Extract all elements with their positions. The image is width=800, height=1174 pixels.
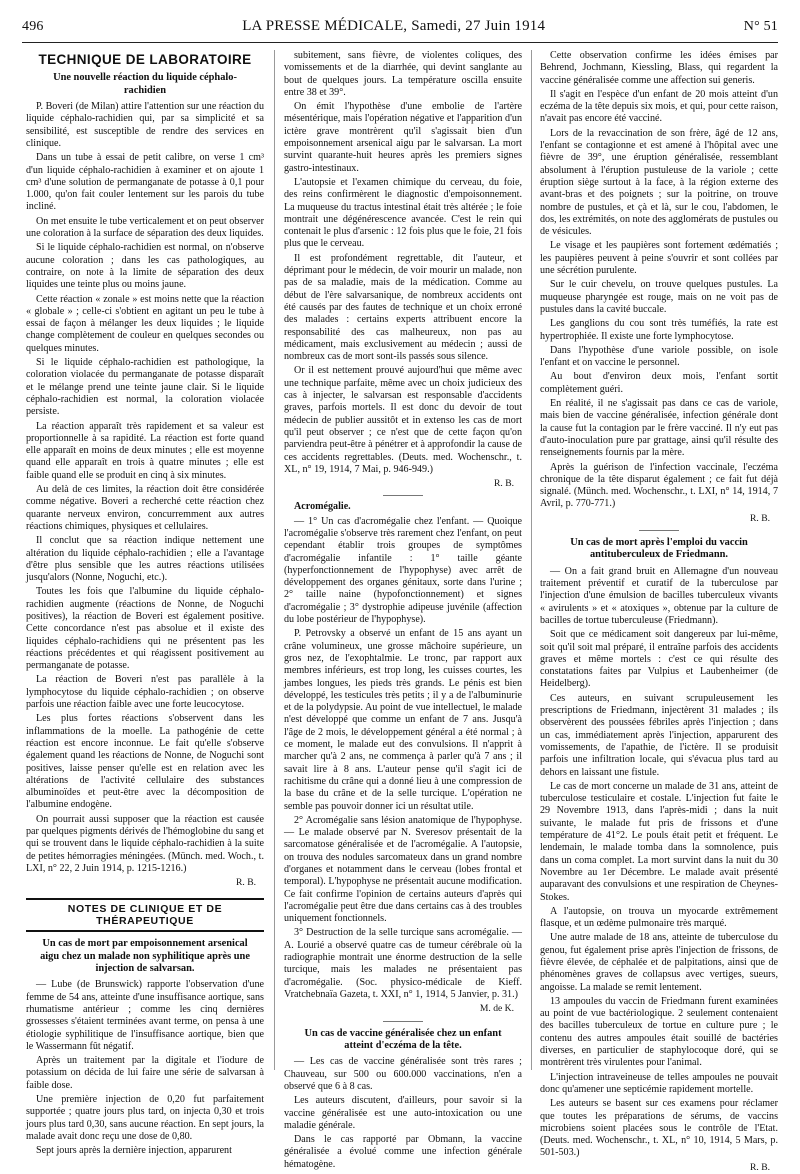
paragraph: subitement, sans fièvre, de violentes coliques, des vomissements et de la diarrhée, qui devint sanglante au bout de quelques jours. La température oscilla ensuite entre 38 et 39°. [284,50,522,98]
paragraph: Après un traitement par la digitale et l'iodure de potassium on décida de lui faire une série de salvarsan à faible dose. [26,1055,264,1091]
paragraph: La réaction de Boveri n'est pas parallèle à la lymphocytose du liquide céphalo-rachidien ; on observe parfois une réaction faible avec une forte leucocytose. [26,674,264,711]
article-body-friedmann [540,566,778,1160]
paragraph: Ces auteurs, en suivant scrupuleusement les prescriptions de Friedmann, injectèrent 31 malades ; ils observèrent des poussées fébriles après l'injection ; dans un cas, immédiatement après l'injection, apparurent des vomissements, de l'apathie, de l'ictère. Il se produisit parfois une infiltration locale, qui s'évacua plus tard au dehors en laissant une fistule. [540,692,778,778]
paragraph: Au bout d'environ deux mois, l'enfant sortit complètement guéri. [540,371,778,395]
article-title-salvarsan: Un cas de mort par empoisonnement arsenical aigu chez un malade non syphilitique après une injection de salvarsan. [40,938,250,974]
paragraph: Si le liquide céphalo-rachidien est normal, on n'observe aucune coloration ; dans les cas pathologiques, au contraire, on note à la limite de séparation des deux liquides une teinte plus ou moins jaune. [26,242,264,291]
article-body-salvarsan [26,979,264,1157]
section-title-clinique: NOTES DE CLINIQUE ET DE THÉRAPEUTIQUE [26,898,264,933]
article-title-reaction: Une nouvelle réaction du liquide céphalo-rachidien [53,72,237,96]
article-signature: R. B. [236,877,256,889]
paragraph: Sur le cuir chevelu, on trouve quelques pustules. La muqueuse pharyngée est rouge, mais on ne voit pas de pustules dans la cavité buccale. [540,279,778,315]
paragraph: P. Petrovsky a observé un enfant de 15 ans ayant un crâne volumineux, une grosse mâchoire supérieure, un gros nez, de l'exophtalmie. Le tronc, par rapport aux membres inférieurs, est trop long, les cuisses courtes, les jambes longues, les pieds très grands. Le pénis est bien développé, les testicules très petits ; il y a de l'albuminurie et de la polydypsie. Au point de vue intellectuel, le malade n'est développé que comme un enfant de 7 ans. Jusqu'à l'âge de 2 mois, le développement général a été normal ; à ce moment, le malade eut des convulsions. Il n'apprit à marcher qu'à 2 ans, ne commença à parler qu'à 7 ans ; il savait lire à 8 ans. L'auteur pense qu'il s'agit ici de rachitisme du crâne qui a donné lieu à une compression de la base du crâne et de la selle turcique. L'opération ne semble pas pouvoir donner ici un résultat utile. [284,628,522,812]
article-separator [383,495,423,496]
page-header [22,18,778,40]
paragraph: On émit l'hypothèse d'une embolie de l'artère mésentérique, mais l'opération négative et l'apparition d'un ictère grave montrèrent qu'il s'agissait bien d'un empoisonnement arsenical aigu par le salvarsan. La mort survint quarante-huit heures après les premiers signes gastro-intestinaux. [284,101,522,174]
article-lead-acromegalie: Acromégalie. [294,501,351,513]
paragraph: 2° Acromégalie sans lésion anatomique de l'hypophyse. — Le malade observé par N. Sveresov présentait de la sarcomatose généralisée et de l'acromégalie. A l'autopsie, on trouva des nodules sarcomateux dans un grand nombre d'organes et notamment dans le cerveau (lobes frontal et temporal). L'hypophyse ne présentait aucune modification. Ce fait confirme l'opinion de certains auteurs d'après qui l'acromégalie peut être due dans certains cas à des troubles uniquement fonctionnels. [284,814,522,925]
paragraph: Lors de la revaccination de son frère, âgé de 12 ans, l'enfant se contagionne et est amené à l'hôpital avec une fièvre de 39°, une éruption généralisée, ressemblant absolument à l'éruption pustuleuse de la variole ; cette éruption siège surtout à la face, à la région externe des avant-bras et des poignets ; sur la poitrine, on trouve nombre de pustules, et çà et là, sur le cou, l'abdomen, le dos, les extrémités, on note des agglomérats de pustules ou de vésicules. [540,127,778,238]
column-divider-2 [531,50,532,1070]
article-signature: M. de K. [479,1003,514,1015]
article-signature: R. B. [750,1161,770,1173]
column-3 [540,50,778,1173]
article-body-vaccine [284,1056,522,1171]
paragraph: L'autopsie et l'examen chimique du cerveau, du foie, des reins confirmèrent le diagnostic d'empoisonnement. La muqueuse du tractus intestinal était très altérée ; le foie montrait une dégénérescence avancée. C'est le rein qui contenait le plus d'arsenic : 12 fois plus que le foie, 21 fois plus que le cerveau. [284,176,522,250]
paragraph: Les ganglions du cou sont très tuméfiés, la rate est hypertrophiée. Il existe une forte lymphocytose. [540,318,778,342]
paragraph: Le cas de mort concerne un malade de 31 ans, atteint de tuberculose testiculaire et costale. L'injection fut faite le 29 Novembre 1913, dans l'après-midi ; dans la nuit suivante, le malade fut pris de frissons et d'une température de 41°2. Le pouls était petit et fréquent. Le lendemain, le malade tomba dans la somnolence, puis dans un coma complet. La mort survint dans la nuit du 30 Novembre au 1er Décembre. Le malade avait présenté auparavant des convulsions et une respiration de Cheynes-Stokes. [540,780,778,903]
paragraph: Cette réaction « zonale » est moins nette que la réaction « globale » ; celle-ci s'obtient en agitant un peu le tube à essai de façon à mélanger les deux liquides ; le liquide change complètement de couleur en quelques secondes ou quelques minutes. [26,293,264,354]
paragraph: Il est profondément regrettable, dit l'auteur, et déprimant pour le médecin, de voir mourir un malade, non pas de sa maladie, mais de la médication. Comme au début de l'ère salvarsanique, de nombreux accidents ont été causés par des fautes de technique et un choix erroné des malades : certains experts attribuent encore la responsabilité des cas malheureux, non pas au médicament, mais exclusivement au médecin ; aussi de nombreux cas de mort sont-ils passés sous silence. [284,252,522,363]
paragraph: Les plus fortes réactions s'observent dans les inflammations de la moelle. La pathogénie de cette réaction est encore inconnue. Le fait qu'elle s'observe également quand les réactions de Nonne, de Noguchi sont positives, laisse penser qu'elle est en relation avec les altérations de l'activité cellulaire des substances albuminoïdes et peut-être avec la décomposition de l'albumine endogène. [26,713,264,811]
paragraph: Les auteurs discutent, d'ailleurs, pour savoir si la vaccine généralisée est une auto-intoxication ou une maladie générale. [284,1095,522,1131]
paragraph: Les auteurs se basent sur ces examens pour réclamer que toutes les préparations de sérums, de vaccins microbiens soient placées sous le contrôle de l'Etat. (Deuts. med. Wochenschr., t. XL, n° 10, 1914, 5 Mars, p. 501-503.) [540,1098,778,1159]
article-body-reaction [26,101,264,875]
paragraph: Une autre malade de 18 ans, atteinte de tuberculose du genou, fut également prise après l'injection de frissons, de fièvre élevée, de céphalée et de palpitations, ainsi que de phénomènes graves de collapsus avec vertiges, sueurs, angoisse. La malade se remit lentement. [540,932,778,993]
issue-number: N° 51 [743,19,778,34]
paragraph: — Les cas de vaccine généralisée sont très rares ; Chauveau, sur 500 ou 600.000 vaccinations, n'en a observé que 6 à 8 cas. [284,1056,522,1092]
header-rule [22,42,778,43]
paragraph: P. Boveri (de Milan) attire l'attention sur une réaction du liquide céphalo-rachidien qui, par sa simplicité et sa sensibilité, est susceptible de rendre des services en clinique. [26,101,264,149]
section-title-laboratoire: TECHNIQUE DE LABORATOIRE [38,52,252,67]
paragraph: 13 ampoules du vaccin de Friedmann furent examinées au point de vue bactériologique. 2 seulement contenaient des bacilles tuberculeux de tortue en culture pure ; le contenu des autres ampoules était souillé de bactéries diverses, en particulier de staphylocoque doré, qui se montrèrent très virulentes pour l'animal. [540,995,778,1069]
article-title-friedmann: Un cas de mort après l'emploi du vaccin antituberculeux de Friedmann. [570,536,748,561]
paragraph: Dans l'hypothèse d'une variole possible, on isole l'enfant et on vaccine le personnel. [540,344,778,369]
article-body-vaccine-cont [540,50,778,511]
column-divider-1 [274,50,275,1070]
article-body-acromegalie [284,516,522,1002]
article-signature: R. B. [750,512,770,524]
page-number: 496 [22,19,44,34]
article-body-salvarsan-cont [284,50,522,476]
paragraph: Il s'agit en l'espèce d'un enfant de 20 mois atteint d'un eczéma de la tête depuis six mois, et qui, pour cette raison, n'avait pas encore été vacciné. [540,88,778,125]
article-title-vaccine: Un cas de vaccine généralisée chez un enfant atteint d'eczéma de la tête. [304,1027,502,1051]
paragraph: Dans un tube à essai de petit calibre, on verse 1 cm³ d'un liquide céphalo-rachidien à examiner et on ajoute 1 cm³ d'une solution de permanganate de potasse à 0,1 pour 1.000, qu'on fait couler lentement sur les parois du tube incliné. [26,152,264,213]
paragraph: Dans le cas rapporté par Obmann, la vaccine généralisée a évolué comme une infection générale hématogène. [284,1134,522,1170]
paragraph: A l'autopsie, on trouva un myocarde extrêmement flasque, et un œdème pulmonaire très marqué. [540,905,778,930]
paragraph: Sept jours après la dernière injection, apparurent [36,1145,232,1157]
article-signature: R. B. [494,478,514,490]
paragraph: Or il est nettement prouvé aujourd'hui que même avec une technique parfaite, même avec un choix judicieux des cas à injecter, le salvarsan est responsable d'accidents graves, parfois mortels. Il est donc du devoir de tout médecin de publier aussitôt et in extenso les cas de mort qu'il peut observer ; ce n'est que de cette façon qu'on parviendra peut-être à pénétrer et à approfondir la cause de ces accidents regrettables. (Deuts. med. Wochenschr., t. XL, n° 19, 1914, 7 Mai, p. 946-949.) [284,365,522,475]
paragraph: Si le liquide céphalo-rachidien est pathologique, la coloration violacée du permanganate de potasse disparaît et le mélange prend une teinte jaune clair. Si le liquide céphalo-rachidien est normal, la coloration violacée persiste. [26,357,264,418]
paragraph: — Lube (de Brunswick) rapporte l'observation d'une femme de 54 ans, atteinte d'une insuffisance aortique, sans rhumatisme antérieur ; comme les cinq dernières grossesses s'étaient terminées avant terme, on pensa à une étiologie syphilitique de l'insuffisance aortique, bien que le Wassermann fût négatif. [26,979,264,1052]
paragraph: 3° Destruction de la selle turcique sans acromégalie. — A. Lourié a observé quatre cas de tumeur cérébrale où la radiographie montrait une énorme destruction de la selle turcique, mais les malades ne présentaient pas d'acromégalie. (Soc. physico-médicale de Kieff. Vratchebnaïa Gazeta, t. XXI, n° 1, 1914, 5 Janvier, p. 31.) [284,927,522,1000]
paragraph: Après la guérison de l'infection vaccinale, l'eczéma chronique de la tête disparut également ; ce fait fut déjà signalé. (Münch. med. Wochenschr., t. LXI, n° 14, 1914, 7 Avril, p. 770-771.) [540,461,778,510]
journal-title: LA PRESSE MÉDICALE, Samedi, 27 Juin 1914 [242,18,546,34]
paragraph: Il conclut que sa réaction indique nettement une altération du liquide céphalo-rachidien ; elle a l'avantage d'être plus sensible que les autres réactions utilisées jusqu'alors (Nonne, Noguchi, etc.). [26,535,264,584]
paragraph: — 1° Un cas d'acromégalie chez l'enfant. — Quoique l'acromégalie s'observe très rarement chez l'enfant, on peut cependant établir trois groupes de symptômes d'acromégalie infantile : 1° taille géante (hyperfonctionnement de l'hypophyse) avec arrêt de développement des organes génitaux, sorte dans l'urine ; 2° taille naine (hypofonctionnement) et signes d'acromégalie ; 3° dystrophie adipeuse juvénile (affection du lobe postérieur de l'hypophyse). [284,515,522,626]
paragraph: Toutes les fois que l'albumine du liquide céphalo-rachidien augmente (réactions de Nonne, de Noguchi positives), la réaction de Boveri est également positive. Cette concordance n'est pas absolue et il existe des liquides céphalo-rachidiens qui ne présentent pas les réactions précédentes et qui réagissent positivement au permanganate de potasse. [26,586,264,672]
paragraph: La réaction apparaît très rapidement et sa valeur est proportionnelle à sa rapidité. La réaction est forte quand elle apparaît en moins de deux minutes ; elle est moyenne quand elle apparaît en trois à quatre minutes ; elle est faible quand elle se produit en cinq à six minutes. [26,420,264,481]
article-separator [639,530,679,531]
paragraph: Au delà de ces limites, la réaction doit être considérée comme négative. Boveri a recherché cette réaction chez quarante nerveux environ, concurremment aux autres réactions chimiques, physiques et cellulaires. [26,484,264,532]
paragraph: L'injection intraveineuse de telles ampoules ne pouvait donc qu'amener une septicémie rapidement mortelle. [540,1071,778,1095]
paragraph: Cette observation confirme les idées émises par Behrend, Jochmann, Kiessling, Blass, qui regardent la vaccine généralisée comme une affection sui generis. [540,50,778,86]
paragraph: En réalité, il ne s'agissait pas dans ce cas de variole, mais bien de vaccine généralisée, infection générale dont la cause fut la contagion par le frère vacciné. Il n'y eut pas d'auto-inoculation pure par grattage, ainsi qu'il résulte des renseignements fournis par la mère. [540,398,778,459]
paragraph: On met ensuite le tube verticalement et on peut observer une coloration à la surface de séparation des deux liquides. [26,215,264,240]
paragraph: Une première injection de 0,20 fut parfaitement supportée ; quatre jours plus tard, on injecta 0,30 et trois jours plus tard 0,30, sans aucune réaction. En sept jours, la malade avait donc reçu une dose de 0,80. [26,1094,264,1142]
column-2 [284,50,522,1170]
column-1 [26,50,264,1157]
article-separator [383,1021,423,1022]
paragraph: Soit que ce médicament soit dangereux par lui-même, soit qu'il soit mal préparé, il entraîne parfois des accidents graves et même mortels : c'est ce qui résulte des constatations faites par Vulpius et Laubenheimer (de Heidelberg). [540,629,778,690]
paragraph: — On a fait grand bruit en Allemagne d'un nouveau traitement préventif et curatif de la tuberculose par l'injection d'une émulsion de bacilles tuberculeux vivants « avirulents » et « atoxiques », obtenue par la culture de bacilles de tortue tuberculeuse (Friedmann). [540,565,778,626]
paragraph: On pourrait aussi supposer que la réaction est causée par quelques pigments dérivés de l'hémoglobine du sang et qui se trouvent dans le liquide céphalo-rachidien à la suite de petites hémorragies méningées. (Münch. med. Woch., t. LXI, n° 22, 2 Juin 1914, p. 1215-1216.) [26,813,264,874]
paragraph: Le visage et les paupières sont fortement œdématiés ; les paupières peuvent à peine s'ouvrir et sont collées par une sécrétion purulente. [540,240,778,277]
